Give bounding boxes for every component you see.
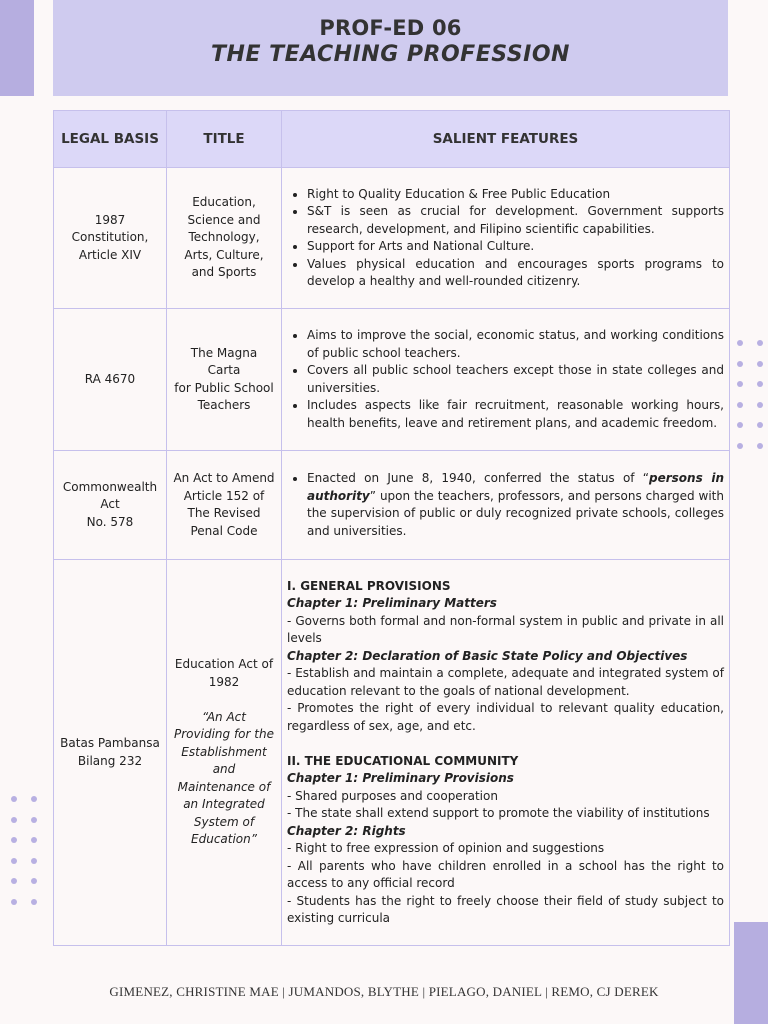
table-row — [54, 451, 730, 560]
column-header-salient-features: SALIENT FEATURES — [282, 111, 730, 168]
provision-text: - Promotes the right of every individual to relevant quality education, regardless of sex, age, and etc. — [287, 701, 724, 733]
salient-features-cell — [282, 560, 730, 946]
section-heading: II. THE EDUCATIONAL COMMUNITY — [287, 753, 519, 768]
chapter-heading: Chapter 2: Rights — [287, 823, 406, 838]
header-banner — [53, 0, 728, 96]
education-act-provisions — [287, 578, 724, 928]
title-cell: The Magna Carta for Public School Teachers — [167, 309, 282, 451]
salient-features-cell — [282, 168, 730, 309]
feature-item: • Enacted on June 8, 1940, conferred the status of “persons in authority” upon the teachers, professors, and persons charged with the supervision of public or duly recognized private schools, colleges and universities. — [307, 470, 724, 540]
section-heading: I. GENERAL PROVISIONS — [287, 578, 451, 593]
legal-basis-cell: Commonwealth Act No. 578 — [54, 451, 167, 560]
table-row — [54, 309, 730, 451]
feature-item: • Aims to improve the social, economic status, and working conditions of public school teachers. — [307, 327, 724, 362]
accent-block-top-left — [0, 0, 34, 96]
salient-features-cell — [282, 451, 730, 560]
provision-text: - Right to free expression of opinion and suggestions — [287, 841, 605, 855]
provision-text: - Establish and maintain a complete, adequate and integrated system of education relevant to the goals of national development. — [287, 666, 724, 698]
title-cell: An Act to Amend Article 152 of The Revised Penal Code — [167, 451, 282, 560]
table-row — [54, 168, 730, 309]
decorative-dots-left — [11, 796, 37, 905]
course-code: PROF-ED 06 — [319, 16, 462, 40]
spacer — [287, 735, 724, 753]
provision-text: - The state shall extend support to promote the viability of institutions — [287, 806, 710, 820]
chapter-heading: Chapter 2: Declaration of Basic State Policy and Objectives — [287, 648, 688, 663]
table-header-row — [54, 111, 730, 168]
title-cell: Education Act of 1982 “An Act Providing for the Establishment and Maintenance of an Integrated System of Education” — [167, 560, 282, 946]
legal-basis-cell: RA 4670 — [54, 309, 167, 451]
provision-text: - All parents who have children enrolled in a school has the right to access to any official record — [287, 858, 724, 890]
emphasis-text: persons in authority — [307, 471, 725, 503]
chapter-heading: Chapter 1: Preliminary Provisions — [287, 771, 514, 785]
feature-item: • Support for Arts and National Culture. — [307, 238, 724, 256]
legal-basis-table — [53, 110, 730, 946]
feature-item: • S&T is seen as crucial for development. Government supports research, development, and Filipino scientific capabilities. — [307, 203, 724, 238]
table-row — [54, 560, 730, 946]
provision-text: - Governs both formal and non-formal system in public and private in all levels — [287, 613, 724, 645]
authors-footer: GIMENEZ, CHRISTINE MAE | JUMANDOS, BLYTHE | PIELAGO, DANIEL | REMO, CJ DEREK — [109, 984, 659, 999]
feature-item: • Right to Quality Education & Free Public Education — [307, 186, 724, 204]
feature-item: • Covers all public school teachers except those in state colleges and universities. — [307, 362, 724, 397]
decorative-dots-right — [737, 340, 763, 449]
legal-basis-cell: Batas Pambansa Bilang 232 — [54, 560, 167, 946]
feature-item: • Values physical education and encourages sports programs to develop a healthy and well-rounded citizenry. — [307, 256, 724, 291]
salient-features-cell — [282, 309, 730, 451]
provision-text: - Shared purposes and cooperation — [287, 788, 498, 803]
legal-basis-cell: 1987 Constitution, Article XIV — [54, 168, 167, 309]
page-title: THE TEACHING PROFESSION — [211, 42, 570, 67]
accent-block-bottom-right — [734, 922, 768, 1024]
column-header-legal-basis: LEGAL BASIS — [54, 111, 167, 168]
column-header-title: TITLE — [167, 111, 282, 168]
chapter-heading: Chapter 1: Preliminary Matters — [287, 596, 497, 610]
title-cell: Education, Science and Technology, Arts, Culture, and Sports — [167, 168, 282, 309]
provision-text: - Students has the right to freely choose their field of study subject to existing curricula — [287, 893, 724, 925]
feature-item: • Includes aspects like fair recruitment, reasonable working hours, health benefits, leave and retirement plans, and academic freedom. — [307, 397, 724, 432]
